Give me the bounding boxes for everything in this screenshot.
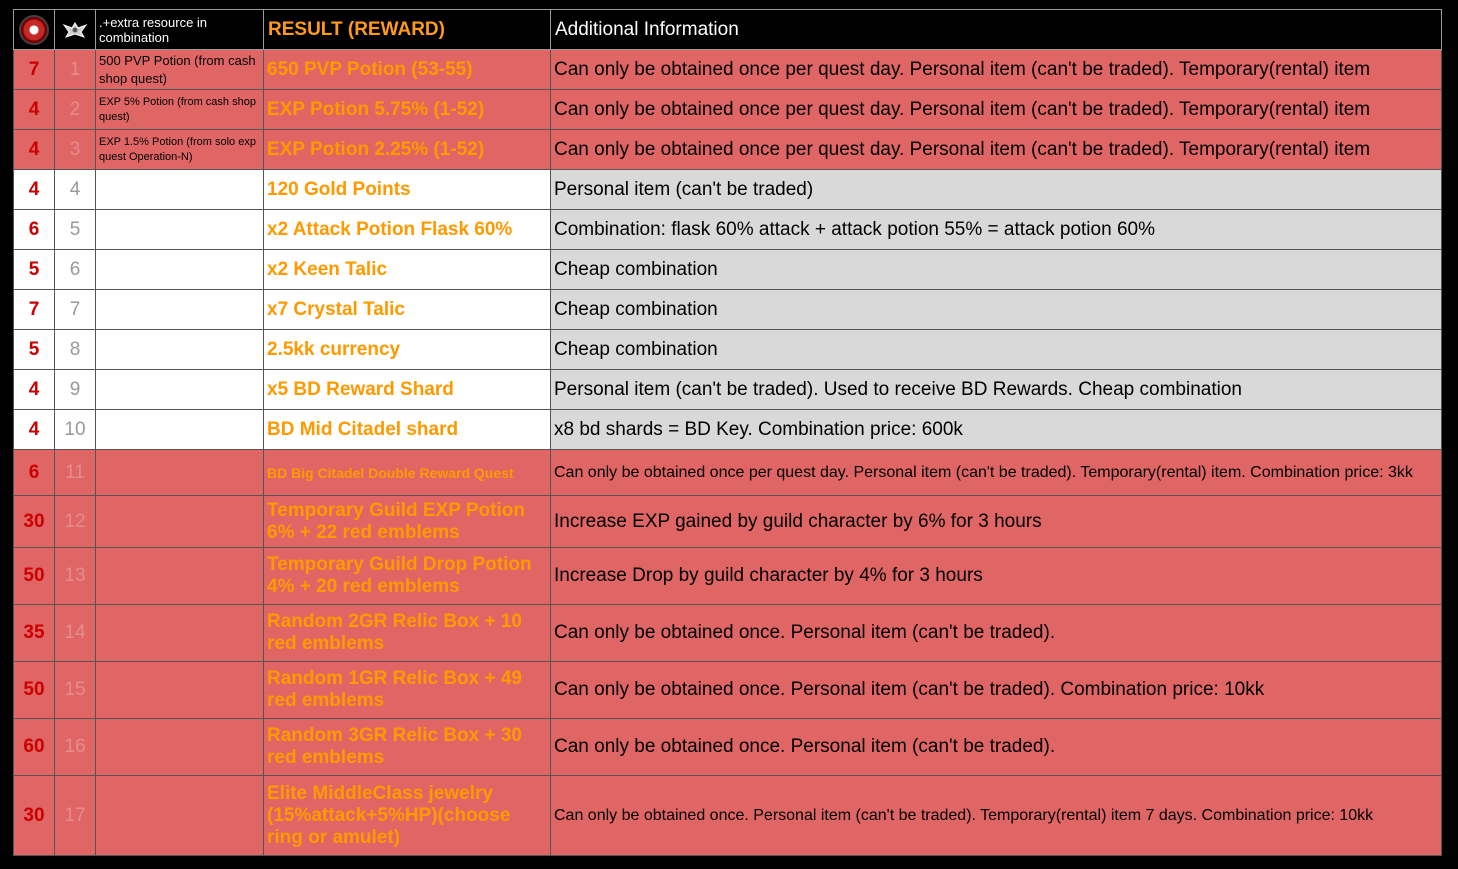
extra-resource xyxy=(96,370,264,410)
cost-number: 30 xyxy=(14,496,55,548)
additional-info: Can only be obtained once. Personal item (can't be traded). Temporary(rental) item 7 days. Combination price: 10kk xyxy=(551,776,1442,856)
additional-info: Increase EXP gained by guild character by 6% for 3 hours xyxy=(551,496,1442,548)
table-row xyxy=(14,50,1442,90)
extra-resource xyxy=(96,330,264,370)
table-row xyxy=(14,250,1442,290)
additional-info: Cheap combination xyxy=(551,250,1442,290)
reward-rows xyxy=(14,50,1442,856)
winged-crest-icon xyxy=(62,20,88,40)
additional-info: Personal item (can't be traded). Used to receive BD Rewards. Cheap combination xyxy=(551,370,1442,410)
additional-info: Combination: flask 60% attack + attack potion 55% = attack potion 60% xyxy=(551,210,1442,250)
table-row xyxy=(14,719,1442,776)
header-result: RESULT (REWARD) xyxy=(264,10,551,50)
table-row xyxy=(14,496,1442,548)
cost-number: 5 xyxy=(14,250,55,290)
row-index: 15 xyxy=(55,662,96,719)
reward-result: EXP Potion 2.25% (1-52) xyxy=(264,130,551,170)
row-index: 1 xyxy=(55,50,96,90)
row-index: 14 xyxy=(55,605,96,662)
extra-resource xyxy=(96,210,264,250)
row-index: 9 xyxy=(55,370,96,410)
reward-result: Random 2GR Relic Box + 10 red emblems xyxy=(264,605,551,662)
table-row xyxy=(14,410,1442,450)
row-index: 13 xyxy=(55,548,96,605)
row-index: 2 xyxy=(55,90,96,130)
table-row xyxy=(14,290,1442,330)
reward-result: x7 Crystal Talic xyxy=(264,290,551,330)
cost-number: 5 xyxy=(14,330,55,370)
cost-number: 30 xyxy=(14,776,55,856)
reward-result: 120 Gold Points xyxy=(264,170,551,210)
reward-result: Temporary Guild Drop Potion 4% + 20 red emblems xyxy=(264,548,551,605)
additional-info: Cheap combination xyxy=(551,290,1442,330)
extra-resource: EXP 1.5% Potion (from solo exp quest Operation-N) xyxy=(96,130,264,170)
reward-result: x5 BD Reward Shard xyxy=(264,370,551,410)
cost-number: 7 xyxy=(14,50,55,90)
reward-result: 650 PVP Potion (53-55) xyxy=(264,50,551,90)
extra-resource xyxy=(96,170,264,210)
header-extra-resource: .+extra resource in combination xyxy=(96,10,264,50)
row-index: 5 xyxy=(55,210,96,250)
cost-number: 7 xyxy=(14,290,55,330)
cost-number: 4 xyxy=(14,170,55,210)
table-row xyxy=(14,605,1442,662)
reward-result: 2.5kk currency xyxy=(264,330,551,370)
row-index: 17 xyxy=(55,776,96,856)
extra-resource xyxy=(96,450,264,496)
extra-resource xyxy=(96,290,264,330)
additional-info: Increase Drop by guild character by 4% for 3 hours xyxy=(551,548,1442,605)
cost-number: 60 xyxy=(14,719,55,776)
extra-resource xyxy=(96,662,264,719)
table-row xyxy=(14,170,1442,210)
quest-emblem-icon xyxy=(21,17,47,43)
row-index: 11 xyxy=(55,450,96,496)
extra-resource: EXP 5% Potion (from cash shop quest) xyxy=(96,90,264,130)
table-row xyxy=(14,776,1442,856)
extra-resource: 500 PVP Potion (from cash shop quest) xyxy=(96,50,264,90)
cost-number: 50 xyxy=(14,548,55,605)
reward-result: x2 Attack Potion Flask 60% xyxy=(264,210,551,250)
extra-resource xyxy=(96,496,264,548)
reward-result: Elite MiddleClass jewelry (15%attack+5%HP)(choose ring or amulet) xyxy=(264,776,551,856)
additional-info: Can only be obtained once per quest day. Personal item (can't be traded). Temporary(rental) item. Combination price: 3kk xyxy=(551,450,1442,496)
extra-resource xyxy=(96,548,264,605)
cost-number: 50 xyxy=(14,662,55,719)
additional-info: x8 bd shards = BD Key. Combination price: 600k xyxy=(551,410,1442,450)
reward-result: EXP Potion 5.75% (1-52) xyxy=(264,90,551,130)
cost-number: 6 xyxy=(14,450,55,496)
cost-number: 35 xyxy=(14,605,55,662)
reward-table xyxy=(13,9,1442,856)
header-cell-crest xyxy=(55,10,96,50)
table-row xyxy=(14,548,1442,605)
extra-resource xyxy=(96,410,264,450)
extra-resource xyxy=(96,719,264,776)
cost-number: 4 xyxy=(14,370,55,410)
row-index: 3 xyxy=(55,130,96,170)
table-row xyxy=(14,130,1442,170)
cost-number: 6 xyxy=(14,210,55,250)
row-index: 16 xyxy=(55,719,96,776)
header-row xyxy=(14,10,1442,50)
additional-info: Can only be obtained once. Personal item (can't be traded). Combination price: 10kk xyxy=(551,662,1442,719)
cost-number: 4 xyxy=(14,410,55,450)
header-cell-emblem xyxy=(14,10,55,50)
cost-number: 4 xyxy=(14,130,55,170)
additional-info: Can only be obtained once. Personal item (can't be traded). xyxy=(551,605,1442,662)
header-additional-info: Additional Information xyxy=(551,10,1442,50)
reward-result: Random 1GR Relic Box + 49 red emblems xyxy=(264,662,551,719)
reward-result: BD Big Citadel Double Reward Quest xyxy=(264,450,551,496)
row-index: 6 xyxy=(55,250,96,290)
table-row xyxy=(14,210,1442,250)
reward-result: Random 3GR Relic Box + 30 red emblems xyxy=(264,719,551,776)
reward-result: BD Mid Citadel shard xyxy=(264,410,551,450)
table-row xyxy=(14,662,1442,719)
additional-info: Can only be obtained once per quest day. Personal item (can't be traded). Temporary(rental) item xyxy=(551,90,1442,130)
extra-resource xyxy=(96,776,264,856)
extra-resource xyxy=(96,250,264,290)
table-row xyxy=(14,90,1442,130)
additional-info: Personal item (can't be traded) xyxy=(551,170,1442,210)
row-index: 4 xyxy=(55,170,96,210)
additional-info: Can only be obtained once per quest day. Personal item (can't be traded). Temporary(rental) item xyxy=(551,50,1442,90)
reward-result: Temporary Guild EXP Potion 6% + 22 red emblems xyxy=(264,496,551,548)
row-index: 10 xyxy=(55,410,96,450)
additional-info: Cheap combination xyxy=(551,330,1442,370)
table-row xyxy=(14,370,1442,410)
additional-info: Can only be obtained once per quest day. Personal item (can't be traded). Temporary(rental) item xyxy=(551,130,1442,170)
row-index: 7 xyxy=(55,290,96,330)
cost-number: 4 xyxy=(14,90,55,130)
reward-table-container xyxy=(13,9,1442,856)
row-index: 8 xyxy=(55,330,96,370)
table-row xyxy=(14,330,1442,370)
row-index: 12 xyxy=(55,496,96,548)
reward-result: x2 Keen Talic xyxy=(264,250,551,290)
additional-info: Can only be obtained once. Personal item (can't be traded). xyxy=(551,719,1442,776)
extra-resource xyxy=(96,605,264,662)
table-row xyxy=(14,450,1442,496)
